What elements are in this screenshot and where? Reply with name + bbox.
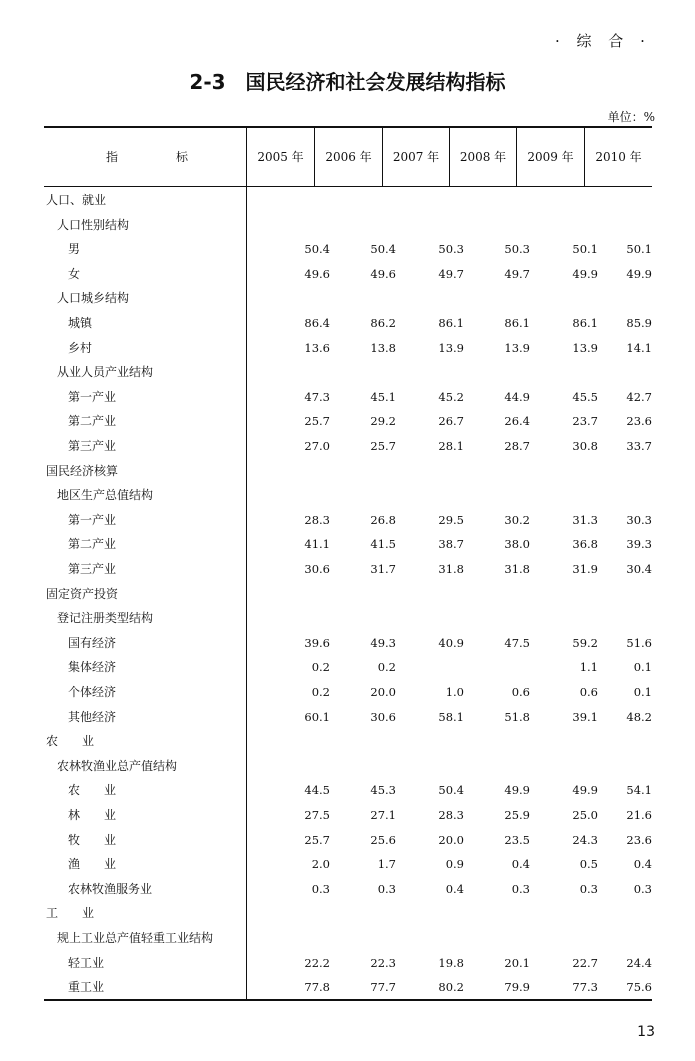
row-label: 第三产业 bbox=[68, 562, 117, 576]
table-cell: 0.4 bbox=[633, 857, 652, 872]
table-row bbox=[44, 213, 652, 238]
row-label: 人口、就业 bbox=[46, 193, 107, 207]
section-mark: · 综 合 · bbox=[555, 32, 651, 50]
table-row bbox=[44, 803, 652, 828]
row-label: 第一产业 bbox=[68, 512, 117, 527]
table-cell: 19.8 bbox=[438, 955, 464, 970]
table-cell: 31.3 bbox=[572, 512, 598, 527]
table-cell: 39.3 bbox=[626, 537, 652, 552]
row-label: 固定资产投资 bbox=[46, 586, 119, 601]
table-cell: 40.9 bbox=[438, 635, 464, 650]
row-label: 地区生产总值结构 bbox=[57, 488, 154, 503]
table-row bbox=[44, 311, 652, 336]
table-row bbox=[44, 729, 652, 754]
table-row bbox=[44, 778, 652, 803]
table-cell: 49.9 bbox=[572, 783, 598, 798]
table-cell: 30.4 bbox=[626, 562, 652, 576]
year-header: 2008 年 bbox=[459, 150, 507, 164]
table-cell: 20.0 bbox=[438, 832, 464, 847]
row-label: 集体经济 bbox=[68, 660, 117, 675]
row-label: 国有经济 bbox=[68, 635, 117, 650]
table-cell: 49.7 bbox=[438, 266, 464, 281]
row-label: 第二产业 bbox=[68, 537, 117, 552]
table-cell: 0.1 bbox=[633, 660, 652, 675]
table-cell: 59.2 bbox=[572, 635, 598, 650]
table-cell: 45.3 bbox=[370, 783, 396, 798]
table-cell: 39.6 bbox=[304, 635, 330, 650]
table-cell: 0.3 bbox=[377, 881, 396, 896]
unit-label: 单位：% bbox=[607, 110, 655, 124]
table-row bbox=[44, 385, 652, 410]
row-label: 人口性别结构 bbox=[57, 217, 130, 232]
page-number: 13 bbox=[637, 1024, 655, 1040]
table-cell: 13.9 bbox=[438, 340, 464, 355]
year-header: 2005 年 bbox=[257, 150, 304, 164]
row-label: 轻工业 bbox=[68, 955, 105, 970]
table-cell: 77.8 bbox=[304, 980, 330, 995]
table-cell: 0.3 bbox=[311, 881, 330, 896]
table-cell: 30.6 bbox=[304, 562, 330, 576]
table-cell: 45.1 bbox=[370, 389, 396, 404]
row-label: 渔 业 bbox=[68, 857, 117, 872]
table-cell: 0.2 bbox=[311, 660, 330, 675]
table-cell: 23.5 bbox=[504, 832, 530, 847]
table-cell: 51.6 bbox=[626, 635, 652, 650]
table-cell: 49.7 bbox=[504, 266, 530, 281]
table-cell: 30.3 bbox=[626, 512, 652, 527]
table-cell: 86.4 bbox=[304, 316, 330, 330]
row-label: 林 业 bbox=[68, 808, 117, 822]
table-cell: 47.5 bbox=[504, 635, 530, 650]
row-label: 工 业 bbox=[46, 906, 95, 921]
row-label: 女 bbox=[68, 266, 81, 281]
table-cell: 47.3 bbox=[304, 389, 330, 404]
table-cell: 27.0 bbox=[304, 439, 330, 453]
table-cell: 80.2 bbox=[438, 980, 464, 995]
table-row bbox=[44, 188, 652, 213]
table-row bbox=[44, 483, 652, 508]
table-cell: 27.5 bbox=[304, 808, 330, 822]
table-cell: 49.6 bbox=[304, 266, 330, 281]
table-cell: 58.1 bbox=[438, 709, 464, 724]
row-label: 个体经济 bbox=[68, 685, 117, 699]
table-cell: 79.9 bbox=[504, 980, 530, 995]
table-cell: 28.1 bbox=[438, 439, 464, 453]
table-cell: 25.7 bbox=[304, 832, 330, 847]
table-cell: 13.6 bbox=[304, 340, 330, 355]
table-cell: 50.4 bbox=[304, 242, 330, 257]
table-cell: 49.9 bbox=[572, 266, 598, 281]
table-cell: 86.2 bbox=[370, 316, 396, 330]
year-header: 2009 年 bbox=[527, 150, 574, 164]
table-cell: 29.2 bbox=[370, 414, 396, 429]
table-cell: 24.3 bbox=[572, 832, 598, 847]
table-cell: 0.3 bbox=[579, 881, 598, 896]
table-cell: 50.1 bbox=[572, 242, 598, 257]
row-label: 第三产业 bbox=[68, 439, 117, 453]
table-cell: 31.9 bbox=[572, 562, 598, 576]
table-cell: 23.6 bbox=[626, 832, 652, 847]
row-label: 人口城乡结构 bbox=[57, 291, 130, 306]
table-cell: 31.7 bbox=[370, 562, 396, 576]
table-cell: 0.3 bbox=[633, 881, 652, 896]
table-cell: 23.6 bbox=[626, 414, 652, 429]
table-cell: 29.5 bbox=[438, 512, 464, 527]
table-cell: 14.1 bbox=[626, 340, 652, 355]
table-cell: 85.9 bbox=[626, 316, 652, 330]
table-cell: 39.1 bbox=[572, 709, 598, 724]
row-label: 登记注册类型结构 bbox=[57, 611, 154, 626]
table-cell: 77.7 bbox=[370, 980, 396, 995]
table-cell: 50.3 bbox=[438, 242, 464, 257]
stub-header-left: 指 bbox=[106, 150, 119, 164]
table-cell: 24.4 bbox=[626, 955, 652, 970]
table-cell: 54.1 bbox=[626, 783, 652, 798]
row-label: 男 bbox=[68, 242, 81, 257]
table-cell: 0.2 bbox=[311, 685, 330, 699]
table-row bbox=[44, 336, 652, 361]
table-cell: 26.7 bbox=[438, 414, 464, 429]
table-cell: 0.6 bbox=[511, 685, 530, 699]
table-row bbox=[44, 655, 652, 680]
table-cell: 13.8 bbox=[370, 340, 396, 355]
table-cell: 26.4 bbox=[504, 414, 530, 429]
table-cell: 0.4 bbox=[511, 857, 530, 872]
table-row bbox=[44, 926, 652, 951]
table-row bbox=[44, 532, 652, 557]
table-cell: 26.8 bbox=[370, 512, 396, 527]
row-label: 乡村 bbox=[68, 340, 93, 355]
table-cell: 38.7 bbox=[438, 537, 464, 552]
table-row bbox=[44, 631, 652, 656]
table-row bbox=[44, 360, 652, 385]
row-label: 第二产业 bbox=[68, 414, 117, 429]
row-label: 城镇 bbox=[68, 316, 93, 330]
table-cell: 77.3 bbox=[572, 980, 598, 995]
row-label: 规上工业总产值轻重工业结构 bbox=[57, 931, 214, 945]
table-cell: 0.4 bbox=[445, 881, 464, 896]
table-cell: 41.1 bbox=[304, 537, 330, 552]
table-cell: 49.9 bbox=[504, 783, 530, 798]
table-cell: 49.6 bbox=[370, 266, 396, 281]
table-cell: 86.1 bbox=[504, 316, 530, 330]
table-cell: 51.8 bbox=[504, 709, 530, 724]
table-cell: 48.2 bbox=[626, 709, 652, 724]
table-cell: 27.1 bbox=[370, 808, 396, 822]
table-row bbox=[44, 705, 652, 730]
table-cell: 28.3 bbox=[304, 512, 330, 527]
table-cell: 49.3 bbox=[370, 635, 396, 650]
table-cell: 86.1 bbox=[572, 316, 598, 330]
table-row bbox=[44, 606, 652, 631]
table-row bbox=[44, 828, 652, 853]
table-cell: 13.9 bbox=[504, 340, 530, 355]
table-row bbox=[44, 262, 652, 287]
table-cell: 20.1 bbox=[504, 955, 530, 970]
table-cell: 44.9 bbox=[504, 389, 530, 404]
table-cell: 38.0 bbox=[504, 537, 530, 552]
year-header: 2006 年 bbox=[325, 150, 372, 164]
table-cell: 25.6 bbox=[370, 832, 396, 847]
table-cell: 2.0 bbox=[311, 857, 330, 872]
table-cell: 21.6 bbox=[626, 808, 652, 822]
table-cell: 28.7 bbox=[504, 439, 530, 453]
table-cell: 50.1 bbox=[626, 242, 652, 257]
table-cell: 20.0 bbox=[370, 685, 396, 699]
table-cell: 50.3 bbox=[504, 242, 530, 257]
year-header: 2007 年 bbox=[392, 150, 440, 164]
table-row bbox=[44, 582, 652, 607]
table-cell: 22.7 bbox=[572, 955, 598, 970]
table-cell: 49.9 bbox=[626, 266, 652, 281]
table-cell: 22.3 bbox=[370, 955, 396, 970]
table-cell: 25.9 bbox=[504, 808, 530, 822]
row-label: 农林牧渔服务业 bbox=[68, 881, 153, 896]
stub-header bbox=[44, 127, 247, 187]
table-cell: 31.8 bbox=[504, 562, 530, 576]
table-cell: 13.9 bbox=[572, 340, 598, 355]
table-cell: 86.1 bbox=[438, 316, 464, 330]
table-cell: 75.6 bbox=[626, 980, 652, 995]
table-cell: 1.7 bbox=[377, 857, 396, 872]
table-cell: 31.8 bbox=[438, 562, 464, 576]
table-cell: 36.8 bbox=[572, 537, 598, 552]
table-cell: 45.5 bbox=[572, 389, 598, 404]
row-label: 农 业 bbox=[46, 734, 95, 749]
table-row bbox=[44, 459, 652, 484]
table-row bbox=[44, 286, 652, 311]
row-label: 其他经济 bbox=[68, 709, 117, 724]
year-header: 2010 年 bbox=[595, 150, 642, 164]
table-cell: 0.6 bbox=[579, 685, 598, 699]
table-row bbox=[44, 901, 652, 926]
table-cell: 28.3 bbox=[438, 808, 464, 822]
table-row bbox=[44, 877, 652, 902]
table-row bbox=[44, 852, 652, 877]
table-cell: 0.1 bbox=[633, 685, 652, 699]
table-row bbox=[44, 409, 652, 434]
table-cell: 30.8 bbox=[572, 439, 598, 453]
table-cell: 0.5 bbox=[579, 857, 598, 872]
table-cell: 30.2 bbox=[504, 512, 530, 527]
table-cell: 30.6 bbox=[370, 709, 396, 724]
table-row bbox=[44, 680, 652, 705]
table-cell: 0.3 bbox=[511, 881, 530, 896]
table-row bbox=[44, 508, 652, 533]
table-cell: 50.4 bbox=[438, 783, 464, 798]
table-cell: 42.7 bbox=[626, 389, 652, 404]
table-cell: 60.1 bbox=[304, 709, 330, 724]
table-row bbox=[44, 434, 652, 459]
table-cell: 33.7 bbox=[626, 439, 652, 453]
table-cell: 25.7 bbox=[370, 439, 396, 453]
table-cell: 0.2 bbox=[377, 660, 396, 675]
stub-header-right: 标 bbox=[176, 150, 189, 164]
page-title: 2-3 国民经济和社会发展结构指标 bbox=[189, 70, 506, 94]
table-cell: 1.1 bbox=[579, 660, 598, 675]
row-label: 重工业 bbox=[68, 980, 105, 995]
table-cell: 23.7 bbox=[572, 414, 598, 429]
row-label: 国民经济核算 bbox=[46, 463, 119, 478]
table-cell: 50.4 bbox=[370, 242, 396, 257]
table-cell: 22.2 bbox=[304, 955, 330, 970]
table-cell: 45.2 bbox=[438, 389, 464, 404]
table-row bbox=[44, 951, 652, 976]
table-cell: 44.5 bbox=[304, 783, 330, 798]
table-row bbox=[44, 557, 652, 582]
row-label: 农林牧渔业总产值结构 bbox=[57, 758, 178, 773]
row-label: 农 业 bbox=[68, 783, 117, 798]
table-row bbox=[44, 237, 652, 262]
table-cell: 0.9 bbox=[445, 857, 464, 872]
table-cell: 1.0 bbox=[445, 685, 464, 699]
table-cell: 25.0 bbox=[572, 808, 598, 822]
row-label: 第一产业 bbox=[68, 389, 117, 404]
row-label: 牧 业 bbox=[68, 832, 117, 847]
table-cell: 41.5 bbox=[370, 537, 396, 552]
row-label: 从业人员产业结构 bbox=[57, 365, 154, 380]
table-cell: 25.7 bbox=[304, 414, 330, 429]
table-row bbox=[44, 754, 652, 779]
table-row bbox=[44, 975, 652, 1000]
